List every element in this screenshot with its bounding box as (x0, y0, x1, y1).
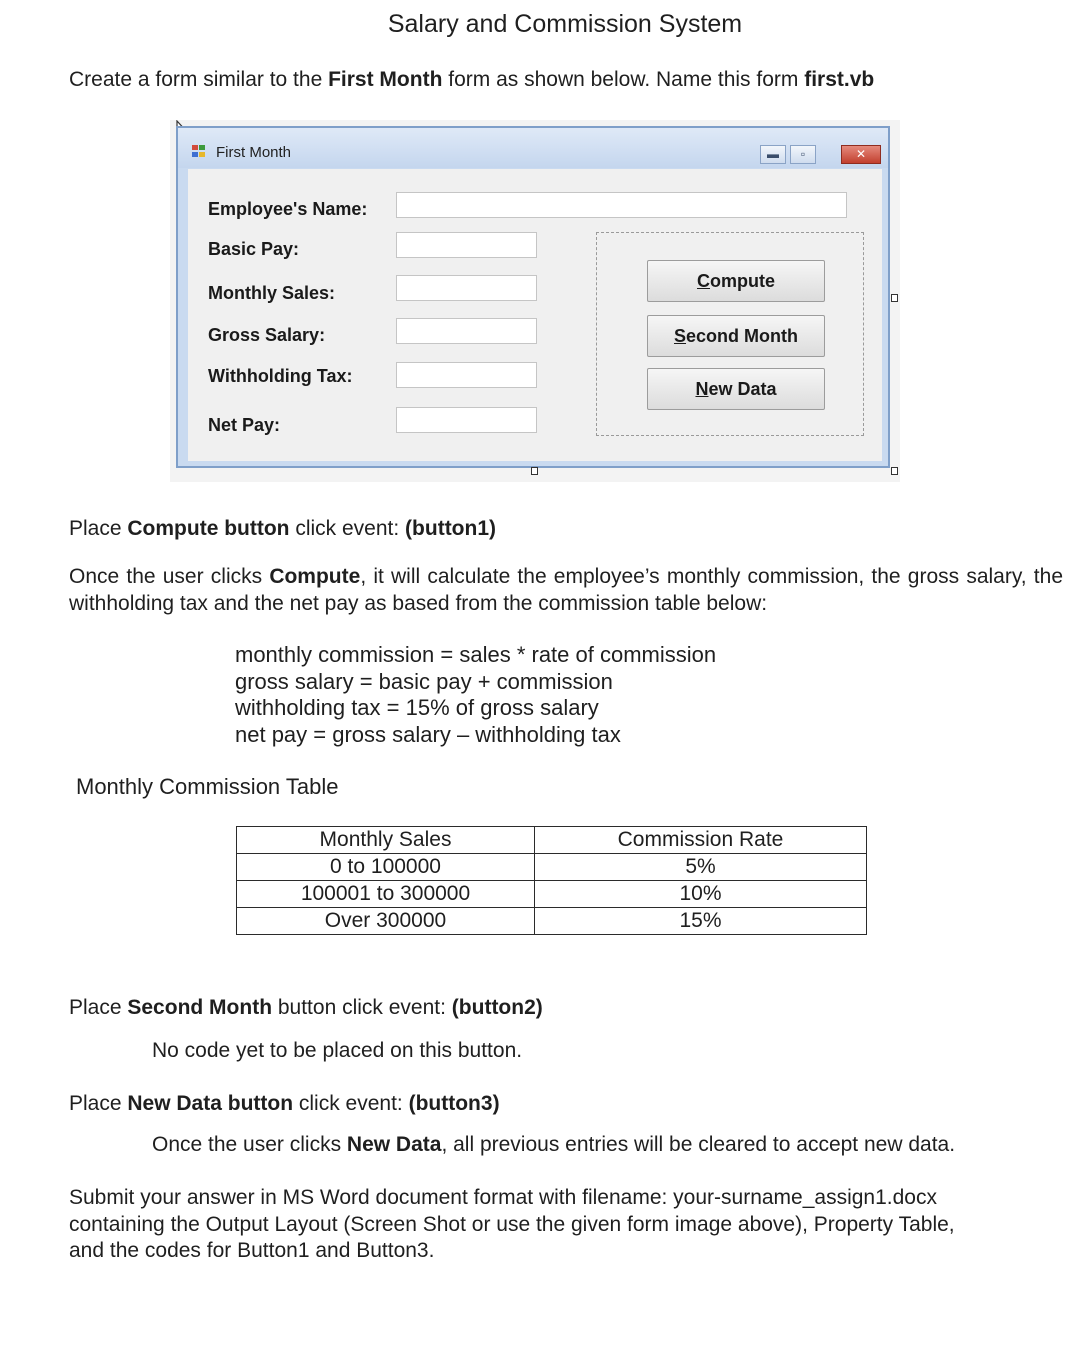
monthly-sales-input[interactable] (396, 275, 537, 301)
resize-handle-corner[interactable] (891, 467, 898, 475)
formula-line: net pay = gross salary – withholding tax (235, 721, 621, 747)
table-cell: Over 300000 (237, 908, 535, 935)
intro-form-name: First Month (328, 68, 443, 91)
button-group-box (596, 232, 864, 436)
table-caption: Monthly Commission Table (76, 774, 339, 799)
compute-button[interactable]: Compute (647, 260, 825, 302)
resize-handle-right[interactable] (891, 294, 898, 302)
intro-middle: form as shown below. Name this form (442, 68, 805, 91)
table-header-row (237, 827, 867, 854)
table-row (237, 881, 867, 908)
submit-instructions (69, 1185, 955, 1265)
new-data-description: Once the user clicks New Data, all previous entries will be cleared to accept new data. (152, 1133, 956, 1156)
gross-salary-input[interactable] (396, 318, 537, 344)
intro-text (69, 66, 874, 93)
monthly-sales-label: Monthly Sales: (208, 283, 336, 303)
submit-line: containing the Output Layout (Screen Shot or use the given form image above), Property Table, (69, 1212, 955, 1236)
intro-file-name: first.vb (804, 68, 875, 91)
basic-pay-input[interactable] (396, 232, 537, 258)
table-cell: 100001 to 300000 (237, 881, 535, 908)
header-cell: Monthly Sales (237, 827, 535, 854)
formula-line: withholding tax = 15% of gross salary (235, 695, 599, 720)
intro-prefix: Create a form similar to the (69, 68, 329, 91)
formula-line: gross salary = basic pay + commission (235, 668, 613, 694)
submit-line: and the codes for Button1 and Button3. (69, 1239, 435, 1262)
table-row (237, 908, 867, 935)
table-row (237, 854, 867, 881)
form-screenshot (170, 120, 900, 482)
minimize-button[interactable] (760, 145, 786, 164)
compute-description: Once the user clicks Compute, it will calculate the employee’s monthly commission, the gross salary, the withholding tax and the net pay as based from the commission table below: (69, 565, 1064, 615)
close-icon: ✕ (855, 147, 867, 161)
new-data-heading: Place New Data button click event: (button3) (69, 1092, 500, 1115)
second-month-heading: Place Second Month button click event: (button2) (69, 996, 543, 1019)
window-title: First Month (216, 144, 292, 161)
net-pay-label: Net Pay: (208, 415, 281, 435)
header-cell: Commission Rate (535, 827, 867, 854)
table-cell: 10% (535, 881, 867, 908)
minimize-icon: ▬ (767, 147, 779, 161)
maximize-icon: ▫ (800, 147, 806, 161)
table-cell: 15% (535, 908, 867, 935)
first-month-window (176, 126, 890, 468)
employee-name-input[interactable] (396, 192, 847, 218)
resize-handle-bottom[interactable] (531, 467, 538, 475)
app-icon (192, 145, 207, 158)
new-data-button[interactable]: New Data (647, 368, 825, 410)
maximize-button[interactable] (790, 145, 816, 164)
withholding-tax-input[interactable] (396, 362, 537, 388)
page-title: Salary and Commission System (387, 10, 743, 38)
gross-salary-label: Gross Salary: (208, 325, 326, 345)
close-button[interactable] (841, 145, 881, 164)
formula-line: monthly commission = sales * rate of commission (235, 642, 717, 667)
basic-pay-label: Basic Pay: (208, 239, 300, 259)
net-pay-input[interactable] (396, 407, 537, 433)
commission-table (236, 826, 867, 935)
withholding-tax-label: Withholding Tax: (208, 366, 353, 386)
second-month-button[interactable]: Second Month (647, 315, 825, 357)
form-client-area (188, 169, 882, 461)
employee-name-label: Employee's Name: (208, 199, 368, 219)
window-titlebar (178, 128, 888, 168)
table-cell: 0 to 100000 (237, 854, 535, 881)
submit-line: Submit your answer in MS Word document format with filename: your-surname_assign1.docx (69, 1186, 937, 1209)
formula-list (235, 642, 716, 748)
second-month-description: No code yet to be placed on this button. (152, 1039, 523, 1062)
compute-heading: Place Compute button click event: (button1) (69, 517, 497, 540)
table-cell: 5% (535, 854, 867, 881)
